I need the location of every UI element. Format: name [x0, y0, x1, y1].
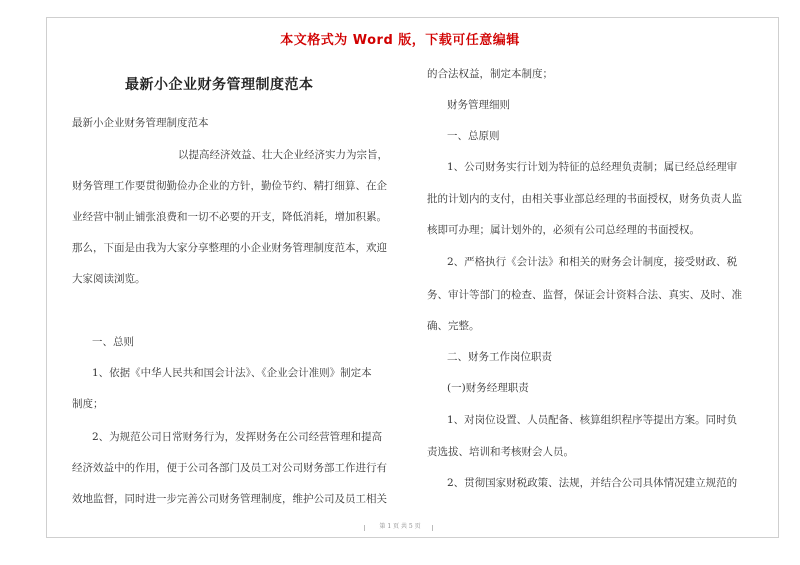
paragraph-line: 以提高经济效益、壮大企业经济实力为宗旨，: [178, 149, 388, 161]
subtitle-line: 最新小企业财务管理制度范本: [72, 117, 209, 129]
paragraph-line: 经济效益中的作用，便于公司各部门及员工对公司财务部工作进行有: [72, 462, 387, 474]
paragraph-line: 的合法权益，制定本制度；: [427, 68, 553, 80]
paragraph-line: 财务管理工作要贯彻勤俭办企业的方针，勤俭节约、精打细算、在企: [72, 180, 387, 192]
document-title: 最新小企业财务管理制度范本: [125, 77, 314, 93]
paragraph-line: 效地监督，同时进一步完善公司财务管理制度，维护公司及员工相关: [72, 493, 387, 505]
paragraph-line: 制度；: [72, 398, 104, 410]
page-border: [46, 17, 779, 538]
section-heading: 财务管理细则: [447, 99, 510, 111]
paragraph-line: 那么，下面是由我为大家分享整理的小企业财务管理制度范本，欢迎: [72, 242, 387, 254]
paragraph-line: 务、审计等部门的检查、监督，保证会计资料合法、真实、及时、准: [427, 289, 742, 301]
paragraph-line: 责选拔、培训和考核财会人员。: [427, 446, 574, 458]
section-heading: 一、总则: [92, 336, 134, 348]
paragraph-line: 业经营中制止铺张浪费和一切不必要的开支，降低消耗，增加积累。: [72, 211, 387, 223]
word-format-banner: 本文格式为 Word 版，下载可任意编辑: [280, 33, 520, 48]
paragraph-line: 大家阅读浏览。: [72, 273, 146, 285]
page-number-footer: 第 1 页 共 5 页: [379, 523, 421, 530]
subsection-heading: (一)财务经理职责: [447, 382, 529, 394]
paragraph-line: 批的计划内的支付，由相关事业部总经理的书面授权，财务负责人监: [427, 193, 742, 205]
paragraph-line: 1、依据《中华人民共和国会计法》、《企业会计准则》制定本: [92, 367, 372, 379]
paragraph-line: 1、公司财务实行计划为特征的总经理负责制；属已经总经理审: [447, 161, 738, 173]
paragraph-line: 2、贯彻国家财税政策、法规，并结合公司具体情况建立规范的: [447, 477, 738, 489]
paragraph-line: 2、为规范公司日常财务行为，发挥财务在公司经营管理和提高: [92, 431, 383, 443]
paragraph-line: 核即可办理；属计划外的，必须有公司总经理的书面授权。: [427, 224, 700, 236]
paragraph-line: 1、对岗位设置、人员配备、核算组织程序等提出方案。同时负: [447, 414, 738, 426]
paragraph-line: 确、完整。: [427, 320, 480, 332]
section-heading: 二、财务工作岗位职责: [447, 351, 552, 363]
section-heading: 一、总原则: [447, 130, 500, 142]
paragraph-line: 2、严格执行《会计法》和相关的财务会计制度，接受财政、税: [447, 256, 738, 268]
